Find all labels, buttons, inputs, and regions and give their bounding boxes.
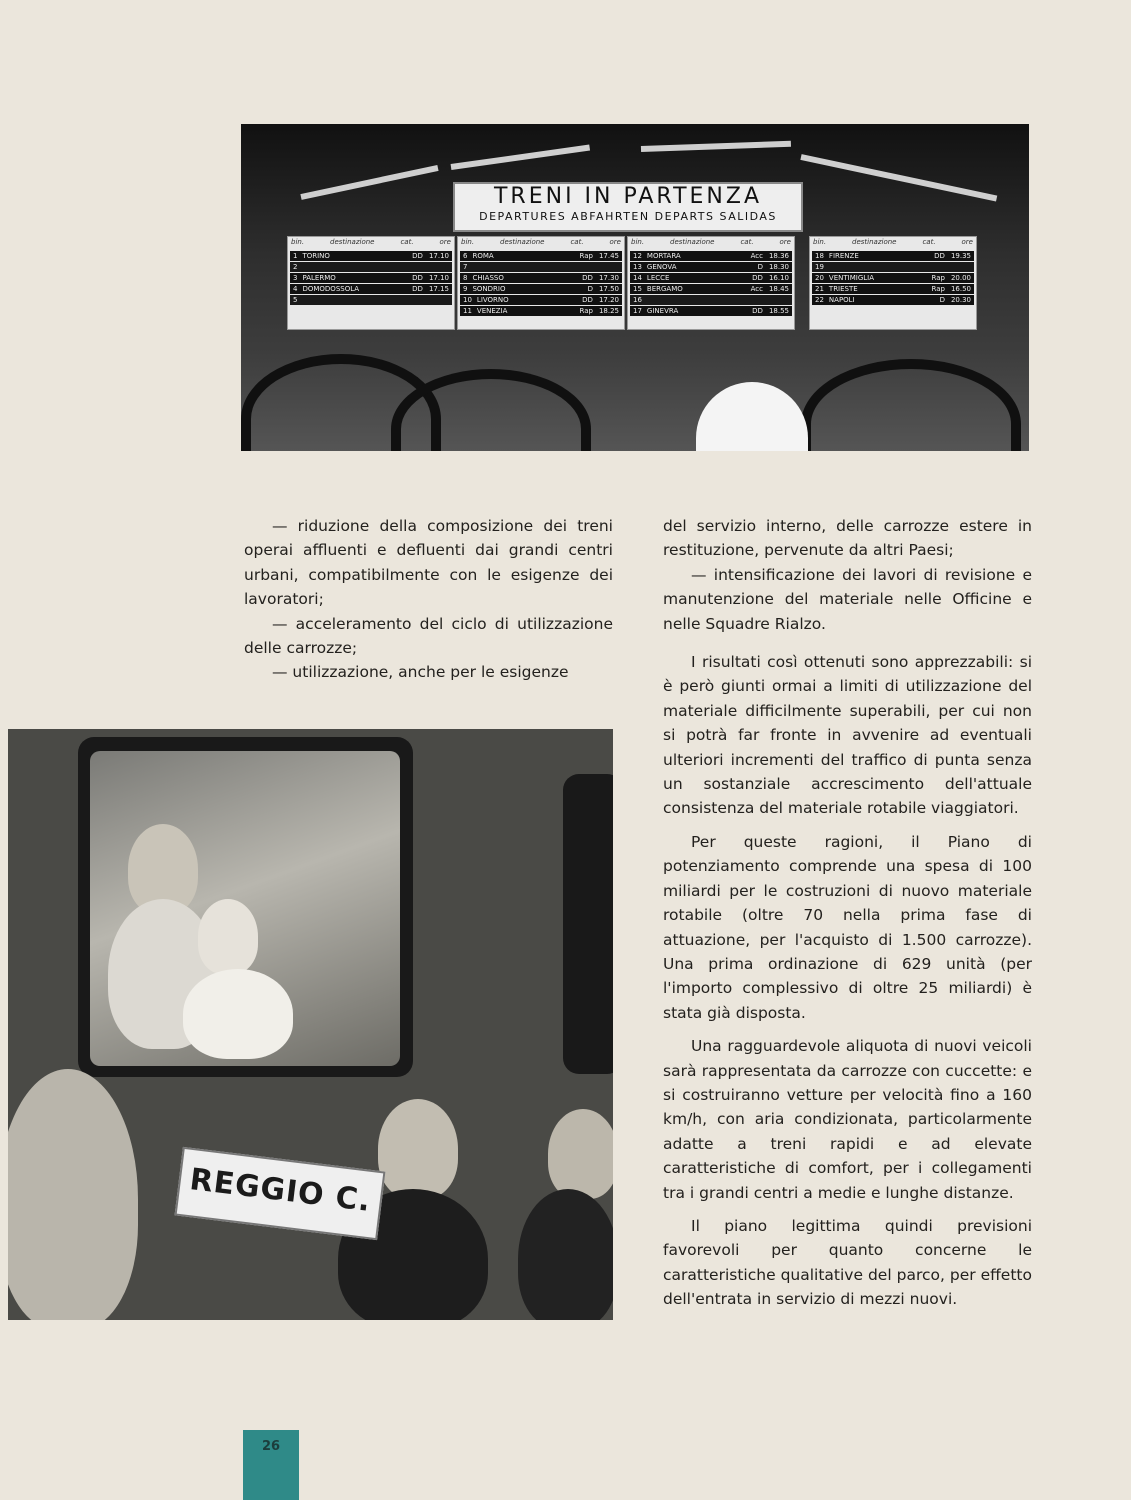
departure-time: 20.30 — [950, 296, 971, 304]
departure-time: 20.00 — [950, 274, 971, 282]
departure-time: 17.15 — [428, 285, 449, 293]
page-number: 26 — [261, 1439, 281, 1454]
platform-number: 5 — [293, 296, 298, 304]
destination: FIRENZE — [828, 252, 859, 260]
child-body — [183, 969, 293, 1059]
departure-row — [630, 295, 792, 305]
train-window-passengers-photo — [8, 729, 613, 1320]
board-header-cat: cat. — [570, 238, 584, 246]
destination: TRIESTE — [828, 285, 858, 293]
departure-row — [290, 262, 452, 272]
platform-number: 1 — [293, 252, 298, 260]
train-category: Rap — [579, 252, 593, 260]
board-header-ore: ore — [779, 238, 791, 246]
departure-row — [630, 273, 792, 283]
board-header — [458, 237, 624, 250]
destination: GINEVRA — [646, 307, 679, 315]
destination: DOMODOSSOLA — [302, 285, 360, 293]
board-header-destinazione: destinazione — [852, 238, 897, 246]
departure-row — [460, 262, 622, 272]
roof-beam — [300, 165, 438, 200]
platform-number: 9 — [463, 285, 468, 293]
paragraph: Per queste ragioni, il Piano di potenziamento comprende una spesa di 100 miliardi per le costruzioni di nuovo materiale rotabile (oltre 70 nella prima fase di attuazione, per l'acquisto di 1.500 carrozze). Una prima ordinazione di 629 unità (per l'importo complessivo di oltre 25 miliardi) è stata già disposta. — [663, 832, 1032, 1022]
departure-row — [630, 251, 792, 261]
destination: VENTIMIGLIA — [828, 274, 874, 282]
departure-row — [812, 295, 974, 305]
departure-time: 18.55 — [768, 307, 789, 315]
destination: TORINO — [302, 252, 330, 260]
train-category: Acc — [750, 285, 763, 293]
departure-row — [290, 284, 452, 294]
board-header — [288, 237, 454, 250]
paragraph: Il piano legittima quindi previsioni favorevoli per quanto concerne le caratteristiche qualitative del parco, per effetto dell'entrata in servizio di mezzi nuovi. — [663, 1216, 1032, 1309]
station-departure-board-photo — [241, 124, 1029, 451]
platform-number: 14 — [633, 274, 642, 282]
departure-board — [809, 236, 977, 330]
train-category: D — [587, 285, 593, 293]
departure-board — [457, 236, 625, 330]
platform-number: 15 — [633, 285, 642, 293]
platform-number: 4 — [293, 285, 298, 293]
platform-number: 2 — [293, 263, 298, 271]
iron-arch — [801, 359, 1021, 451]
destination-text: REGGIO C. — [187, 1162, 374, 1220]
departure-time: 17.20 — [598, 296, 619, 304]
paragraph: del servizio interno, delle carrozze estere in restituzione, pervenute da altri Paesi; — [663, 517, 1032, 560]
platform-number: 17 — [633, 307, 642, 315]
departures-sign — [453, 182, 803, 232]
board-header-cat: cat. — [400, 238, 414, 246]
tunnel-light — [696, 382, 808, 451]
platform-number: 11 — [463, 307, 472, 315]
departure-time: 17.50 — [598, 285, 619, 293]
departure-time: 17.45 — [598, 252, 619, 260]
roof-beam — [451, 145, 590, 170]
platform-number: 3 — [293, 274, 298, 282]
departure-time: 17.10 — [428, 274, 449, 282]
destination: CHIASSO — [472, 274, 504, 282]
platform-number: 16 — [633, 296, 642, 304]
board-header — [628, 237, 794, 250]
destination: PALERMO — [302, 274, 336, 282]
train-category: Rap — [931, 274, 945, 282]
destination: LECCE — [646, 274, 670, 282]
destination: MORTARA — [646, 252, 681, 260]
train-category: DD — [582, 274, 593, 282]
board-header-ore: ore — [439, 238, 451, 246]
board-header-cat: cat. — [740, 238, 754, 246]
board-header-cat: cat. — [922, 238, 936, 246]
departure-time: 18.36 — [768, 252, 789, 260]
board-header-bin: bin. — [461, 238, 475, 246]
second-window-frame — [563, 774, 613, 1074]
train-category: D — [939, 296, 945, 304]
departure-row — [460, 306, 622, 316]
train-category: DD — [412, 285, 423, 293]
departure-row — [460, 273, 622, 283]
paragraph: — acceleramento del ciclo di utilizzazione delle carrozze; — [244, 614, 613, 658]
train-category: DD — [412, 252, 423, 260]
platform-number: 18 — [815, 252, 824, 260]
departure-time: 17.10 — [428, 252, 449, 260]
departure-row — [812, 262, 974, 272]
destination: NAPOLI — [828, 296, 855, 304]
board-header-bin: bin. — [813, 238, 827, 246]
departure-time: 16.10 — [768, 274, 789, 282]
departure-time: 18.45 — [768, 285, 789, 293]
page-number-tab — [243, 1430, 299, 1500]
train-category: DD — [582, 296, 593, 304]
departure-row — [460, 251, 622, 261]
departure-row — [812, 284, 974, 294]
platform-number: 21 — [815, 285, 824, 293]
destination: VENEZIA — [476, 307, 508, 315]
departure-time: 16.50 — [950, 285, 971, 293]
sign-subtitle: DEPARTURES ABFAHRTEN DEPARTS SALIDAS — [479, 210, 777, 223]
departure-row — [630, 262, 792, 272]
departure-row — [630, 284, 792, 294]
train-category: DD — [752, 307, 763, 315]
train-category: Rap — [579, 307, 593, 315]
platform-number: 10 — [463, 296, 472, 304]
roof-beam — [800, 154, 997, 201]
platform-number: 19 — [815, 263, 824, 271]
train-category: DD — [934, 252, 945, 260]
departure-row — [812, 273, 974, 283]
board-header-destinazione: destinazione — [670, 238, 715, 246]
roof-beam — [641, 141, 791, 152]
train-category: DD — [752, 274, 763, 282]
platform-number: 12 — [633, 252, 642, 260]
destination: BERGAMO — [646, 285, 683, 293]
departure-row — [290, 295, 452, 305]
departure-row — [460, 284, 622, 294]
young-man-face — [378, 1099, 458, 1199]
platform-number: 20 — [815, 274, 824, 282]
paragraph: — intensificazione dei lavori di revisione e manutenzione del materiale nelle Officine e nelle Squadre Rialzo. — [663, 565, 1032, 633]
train-category: DD — [412, 274, 423, 282]
board-header-ore: ore — [961, 238, 973, 246]
departure-time: 18.25 — [598, 307, 619, 315]
train-category: Acc — [750, 252, 763, 260]
destination: LIVORNO — [476, 296, 509, 304]
sign-title: TRENI IN PARTENZA — [493, 184, 762, 209]
destination-plate — [175, 1147, 386, 1240]
child-face — [198, 899, 258, 974]
paragraph: — utilizzazione, anche per le esigenze — [272, 663, 569, 682]
platform-number: 6 — [463, 252, 468, 260]
board-header-bin: bin. — [631, 238, 645, 246]
departure-row — [290, 273, 452, 283]
destination: ROMA — [472, 252, 494, 260]
board-header-destinazione: destinazione — [330, 238, 375, 246]
board-header-bin: bin. — [291, 238, 305, 246]
departure-time: 17.30 — [598, 274, 619, 282]
destination: SONDRIO — [472, 285, 506, 293]
paragraph: — riduzione della composizione dei treni operai affluenti e defluenti dai grandi centri urbani, compatibilmente con le esigenze dei lavoratori; — [244, 517, 613, 609]
waving-person — [8, 1069, 138, 1320]
platform-number: 8 — [463, 274, 468, 282]
departure-row — [630, 306, 792, 316]
platform-number: 7 — [463, 263, 468, 271]
board-header — [810, 237, 976, 250]
text-column-left — [244, 514, 613, 685]
departure-board — [627, 236, 795, 330]
paragraph: Una ragguardevole aliquota di nuovi veicoli sarà rappresentata da carrozze con cuccette: e si costruiranno vetture per velocità fino a 160 km/h, con aria condizionata, particolarmente adatte a treni rapidi e ad elevate caratteristiche di comfort, per i collegamenti tra i grandi centri a medie e lunghe distanze. — [663, 1037, 1032, 1202]
destination: GENOVA — [646, 263, 677, 271]
departure-row — [812, 251, 974, 261]
paragraph: I risultati così ottenuti sono apprezzabili: si è però giunti ormai a limiti di utilizzazione del materiale difficilmente superabili, per cui non si potrà far fronte in avvenire ad eventuali ulteriori incrementi del traffico di punta senza un sostanziale accrescimento dell'attuale consistenza del materiale rotabile viaggiatori. — [663, 653, 1032, 818]
departure-time: 18.30 — [768, 263, 789, 271]
man-right-jacket — [518, 1189, 613, 1320]
train-category: D — [757, 263, 763, 271]
departure-row — [460, 295, 622, 305]
board-header-destinazione: destinazione — [500, 238, 545, 246]
platform-number: 13 — [633, 263, 642, 271]
departure-board — [287, 236, 455, 330]
platform-number: 22 — [815, 296, 824, 304]
departure-row — [290, 251, 452, 261]
train-category: Rap — [931, 285, 945, 293]
text-column-right — [663, 514, 1032, 1312]
board-header-ore: ore — [609, 238, 621, 246]
man-right-face — [548, 1109, 613, 1199]
departure-time: 19.35 — [950, 252, 971, 260]
